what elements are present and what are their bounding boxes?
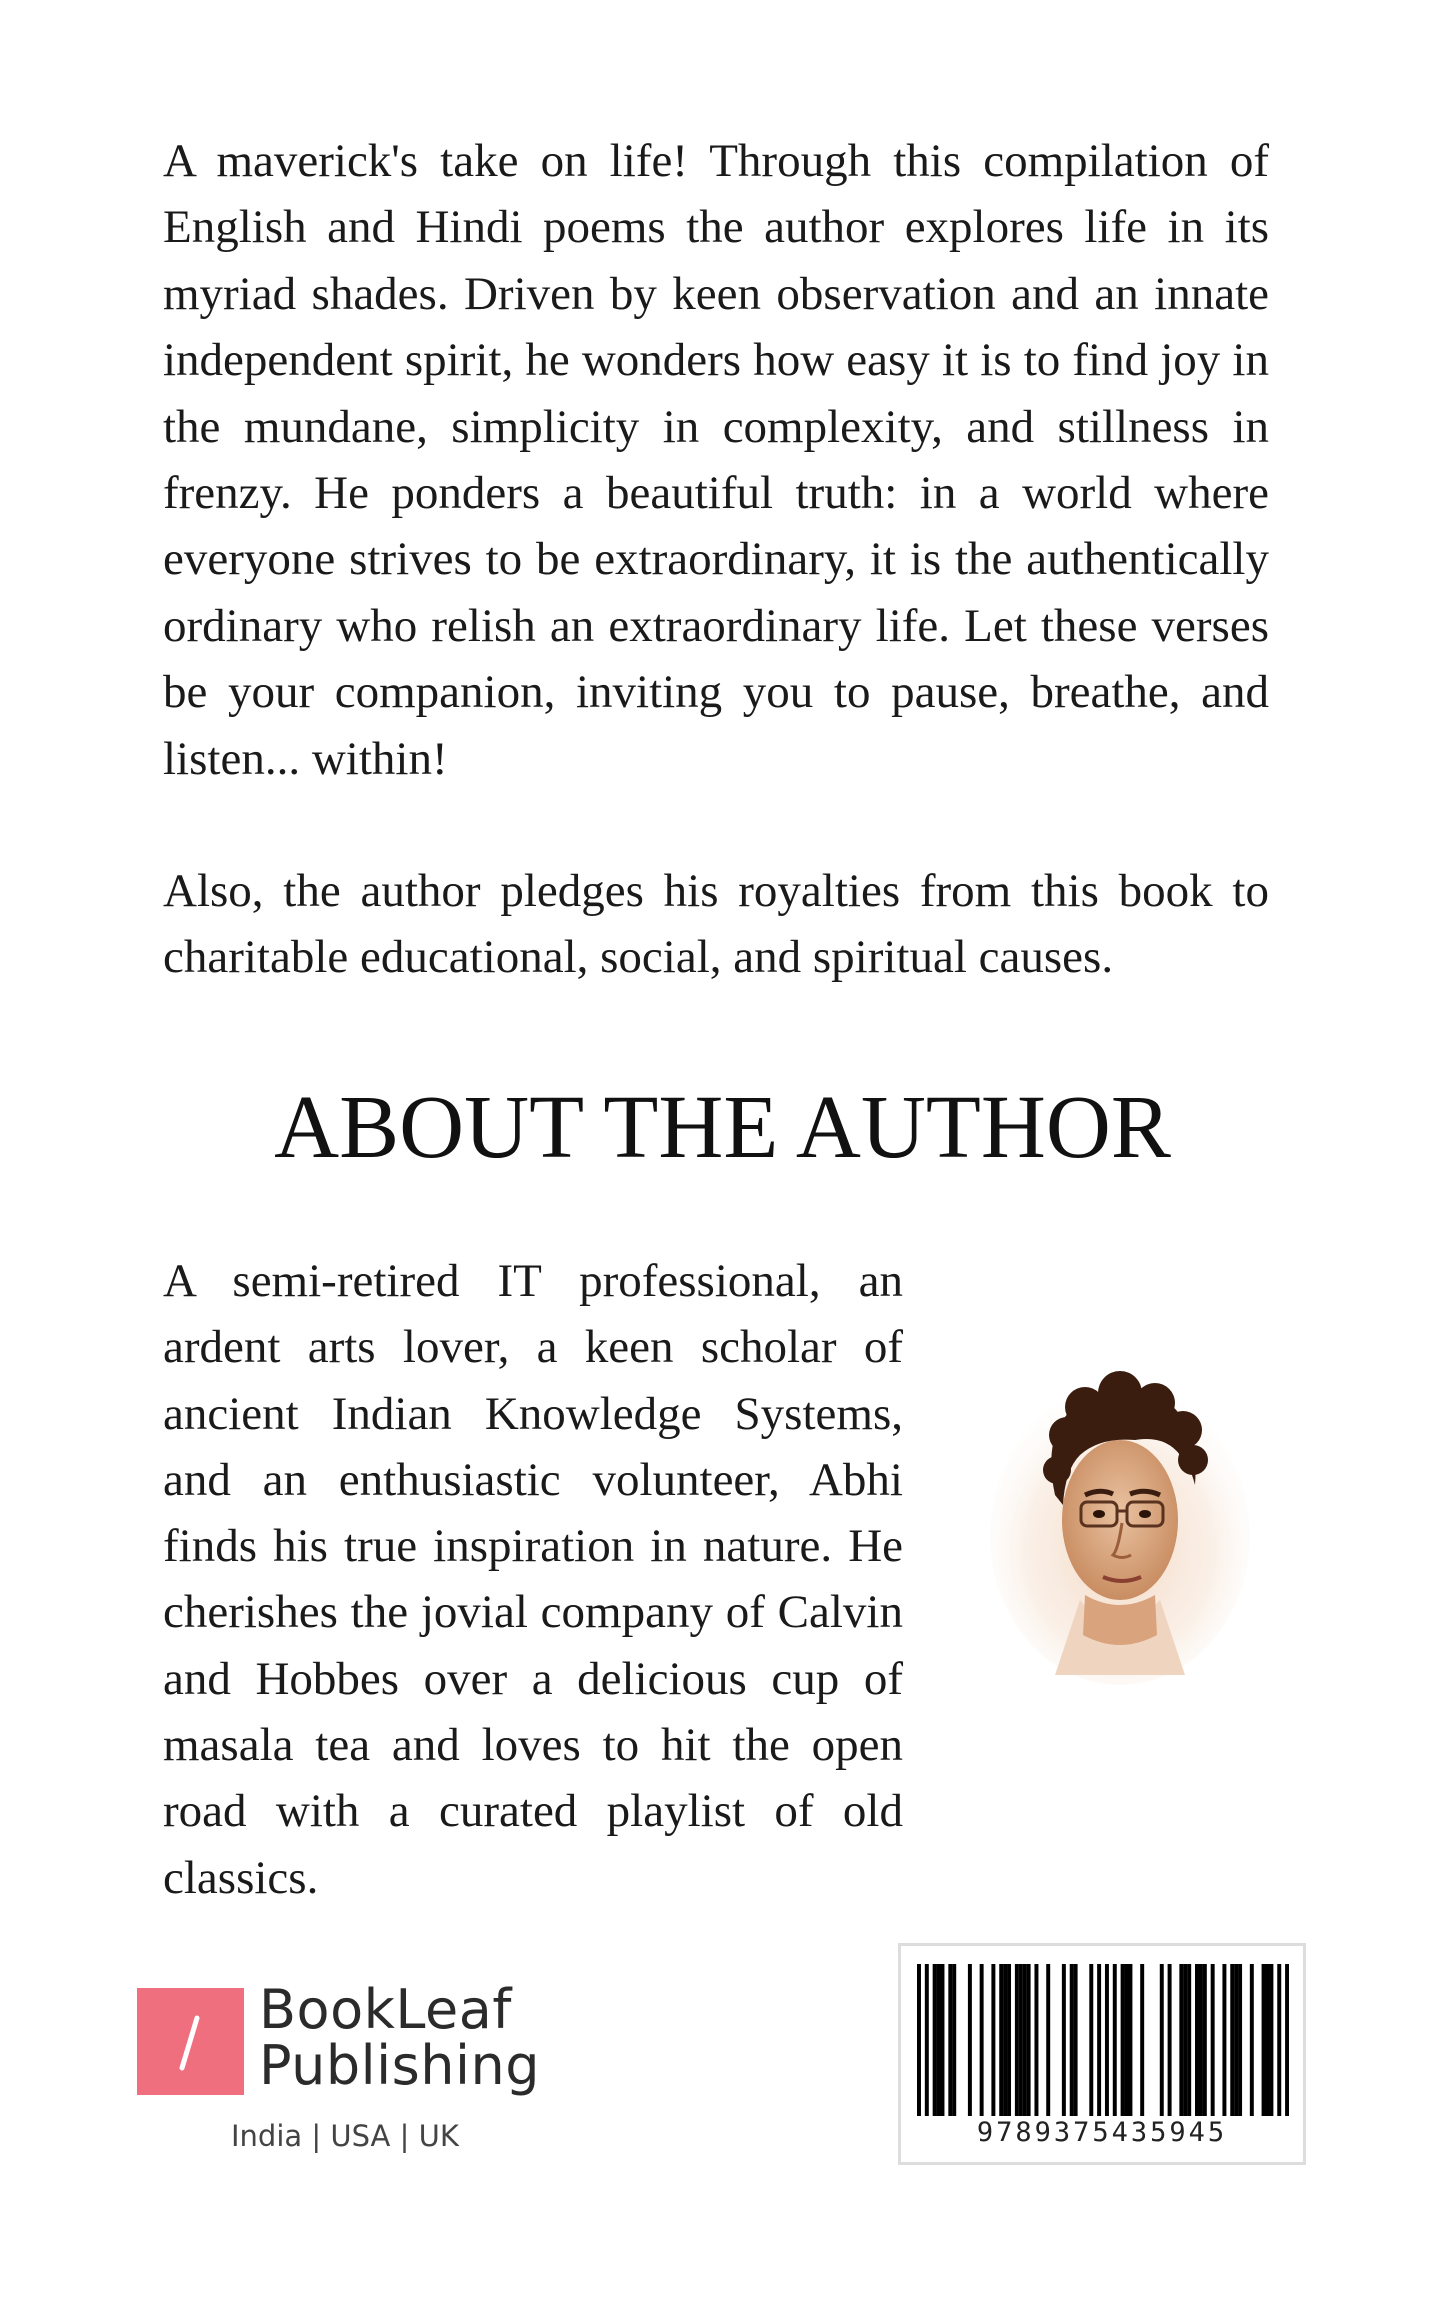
barcode-bar (952, 1964, 956, 2116)
barcode-bar (925, 1964, 929, 2116)
barcode-bar (917, 1964, 921, 2116)
barcode-bar (1277, 1964, 1281, 2116)
barcode-bar (1062, 1964, 1066, 2116)
barcode-bar (1160, 1964, 1164, 2116)
barcode-bar (1007, 1964, 1011, 2116)
author-bio: A semi-retired IT professional, an ardent arts lover, a keen scholar of ancient Indian Knowledge Systems, and an enthusiastic volunteer, Abhi finds his true inspiration in nature. He cherishes the jovial company of Calvin and Hobbes over a delicious cup of masala tea and loves to hit the open road with a curated playlist of old classics. (163, 1255, 903, 1904)
barcode-bar (1034, 1964, 1038, 2116)
blurb-paragraph: A maverick's take on life! Through this compilation of English and Hindi poems the author explores life in its myriad shades. Driven by keen observation and an innate independent spirit, he wonders how easy it is to find joy in the mundane, simplicity in complexity, and stillness in frenzy. He ponders a beautiful truth: in a world where everyone strives to be extraordinary, it is the authentically ordinary who relish an extraordinary life. Let these verses be your companion, inviting you to pause, breathe, and listen... within! (163, 135, 1269, 785)
barcode-bar (1230, 1964, 1234, 2116)
barcode-bar (933, 1964, 937, 2116)
barcode-bar (1187, 1964, 1191, 2116)
barcode-bar (1097, 1964, 1101, 2116)
barcode-bar (1046, 1964, 1050, 2116)
barcode-bar (948, 1964, 952, 2116)
barcode-bar (1019, 1964, 1023, 2116)
publisher-regions: India | USA | UK (231, 2119, 459, 2153)
barcode-bar (1285, 1964, 1289, 2116)
barcode-bar (1128, 1964, 1132, 2116)
barcode-bar (1121, 1964, 1125, 2116)
barcode-bar (1105, 1964, 1109, 2116)
bookleaf-publishing-logo (137, 1978, 557, 2163)
barcode-bar (1234, 1964, 1238, 2116)
barcode-bar (1140, 1964, 1144, 2116)
barcode-bar (1262, 1964, 1266, 2116)
barcode-bar (1168, 1964, 1172, 2116)
barcode-bar (1179, 1964, 1183, 2116)
about-author-heading: ABOUT THE AUTHOR (274, 1078, 1171, 1177)
royalty-pledge-paragraph: Also, the author pledges his royalties from this book to charitable educational, social, and spiritual causes. (163, 865, 1269, 984)
barcode-bar (1269, 1964, 1273, 2116)
barcode-bar (1023, 1964, 1027, 2116)
barcode-bar (1250, 1964, 1254, 2116)
barcode-bar (968, 1964, 972, 2116)
slash-icon (137, 1988, 244, 2095)
barcode-bar (1003, 1964, 1007, 2116)
barcode-bar (1195, 1964, 1199, 2116)
barcode-bar (1074, 1964, 1078, 2116)
barcode-bar (1222, 1964, 1226, 2116)
barcode-bar (991, 1964, 995, 2116)
barcode-bar (1183, 1964, 1187, 2116)
publisher-name-line2: Publishing (259, 2034, 540, 2097)
barcode-bar (980, 1964, 984, 2116)
barcode-bar (1203, 1964, 1207, 2116)
barcode-bar (1113, 1964, 1117, 2116)
author-portrait (985, 1345, 1250, 1685)
barcode-bar (1125, 1964, 1129, 2116)
barcode-bars (917, 1964, 1289, 2116)
barcode-bar (1015, 1964, 1019, 2116)
barcode-bar (1199, 1964, 1203, 2116)
barcode-bar (1027, 1964, 1031, 2116)
book-blurb (163, 128, 1269, 991)
barcode-bar (1266, 1964, 1270, 2116)
barcode-bar (937, 1964, 941, 2116)
barcode-bar (1070, 1964, 1074, 2116)
isbn-barcode (898, 1943, 1306, 2165)
barcode-bar (999, 1964, 1003, 2116)
barcode-bar (1238, 1964, 1242, 2116)
barcode-bar (940, 1964, 944, 2116)
publisher-name-line1: BookLeaf (259, 1978, 512, 2041)
isbn-number: 9789375435945 (976, 2117, 1228, 2148)
barcode-bar (1211, 1964, 1215, 2116)
barcode-bar (1089, 1964, 1093, 2116)
